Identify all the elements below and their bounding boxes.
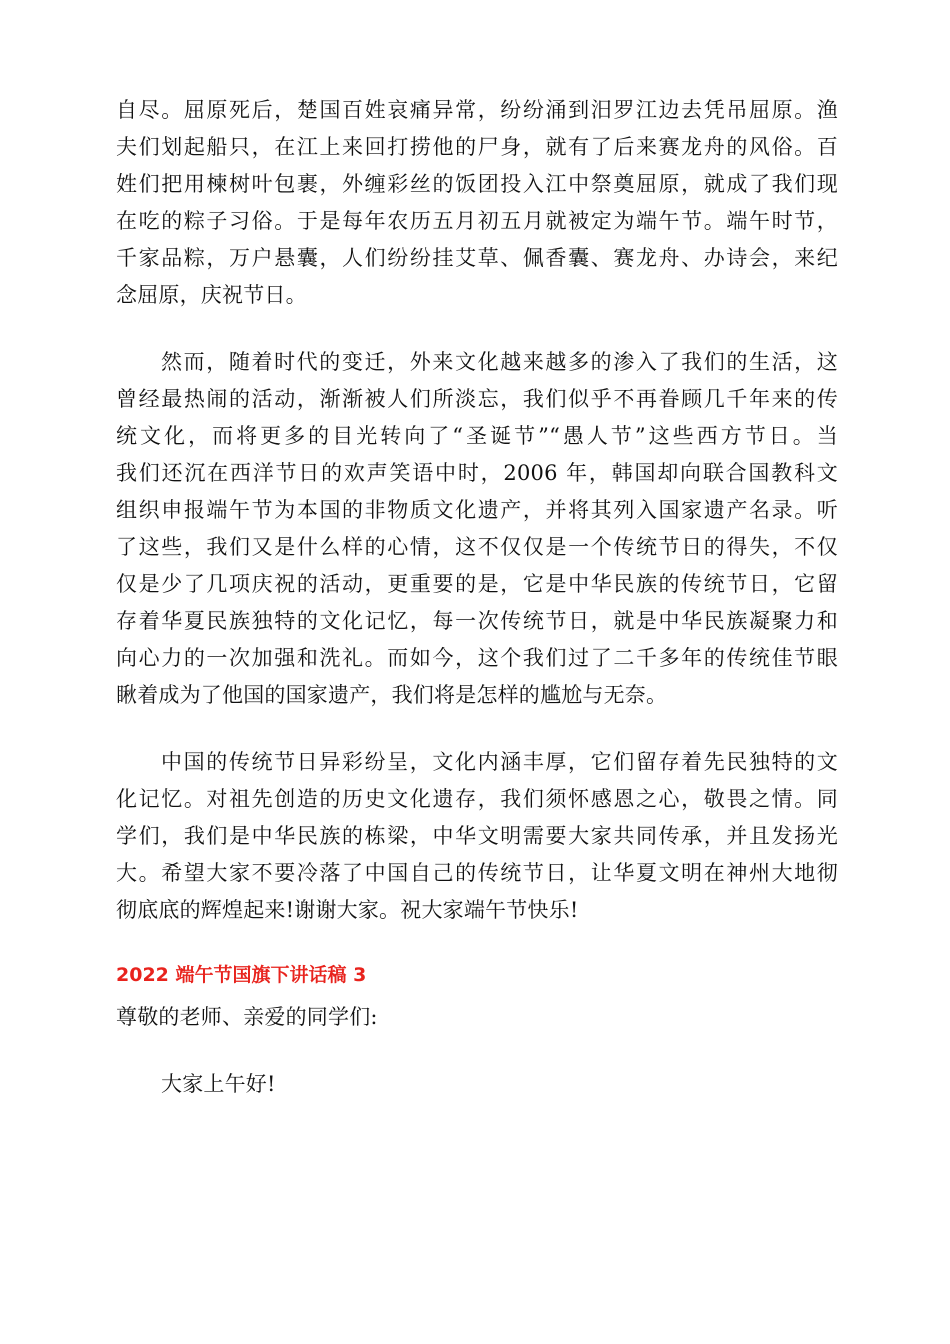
paragraph-1: [116, 92, 838, 314]
text-line: 组织申报端午节为本国的非物质文化遗产，并将其列入国家遗产名录。听: [116, 498, 838, 522]
text-line: 了这些，我们又是什么样的心情，这不仅仅是一个传统节日的得失，不仅: [116, 535, 838, 559]
text-line: 然而，随着时代的变迁，外来文化越来越多的渗入了我们的生活，这: [161, 350, 838, 374]
text-line: 我们还沉在西洋节日的欢声笑语中时，2006 年，韩国却向联合国教科文: [116, 461, 838, 485]
text-line: 千家品粽，万户悬囊，人们纷纷挂艾草、佩香囊、赛龙舟、办诗会，来纪: [116, 246, 838, 270]
text-line: 夫们划起船只，在江上来回打捞他的尸身，就有了后来赛龙舟的风俗。百: [116, 135, 838, 159]
document-body: [116, 92, 838, 1103]
paragraph-3: [116, 744, 838, 929]
text-line: 曾经最热闹的活动，渐渐被人们所淡忘，我们似乎不再眷顾几千年来的传: [116, 387, 838, 411]
text-line: 姓们把用楝树叶包裹，外缠彩丝的饭团投入江中祭奠屈原，就成了我们现: [116, 172, 838, 196]
text-line: 化记忆。对祖先创造的历史文化遗存，我们须怀感恩之心，敬畏之情。同: [116, 787, 838, 811]
paragraph-spacer: [116, 714, 838, 744]
text-line: 念屈原，庆祝节日。: [116, 283, 307, 307]
section-heading: 2022 端午节国旗下讲话稿 3: [116, 964, 367, 986]
text-line: 大。希望大家不要冷落了中国自己的传统节日，让华夏文明在神州大地彻: [116, 861, 838, 885]
text-line: 向心力的一次加强和洗礼。而如今，这个我们过了二千多年的传统佳节眼: [116, 646, 838, 670]
text-line: 中国的传统节日异彩纷呈，文化内涵丰厚，它们留存着先民独特的文: [161, 750, 838, 774]
text-line: 统文化，而将更多的目光转向了“圣诞节”“愚人节”这些西方节日。当: [116, 424, 838, 448]
text-line: 学们，我们是中华民族的栋梁，中华文明需要大家共同传承，并且发扬光: [116, 824, 838, 848]
text-line: 在吃的粽子习俗。于是每年农历五月初五月就被定为端午节。端午时节，: [116, 209, 838, 233]
text-line: 彻底底的辉煌起来!谢谢大家。祝大家端午节快乐!: [116, 898, 579, 922]
text-line: 自尽。屈原死后，楚国百姓哀痛异常，纷纷涌到汨罗江边去凭吊屈原。渔: [116, 98, 838, 122]
greeting-line: 大家上午好!: [161, 1072, 276, 1096]
salutation-line: 尊敬的老师、亲爱的同学们:: [116, 1005, 378, 1029]
text-line: 存着华夏民族独特的文化记忆，每一次传统节日，就是中华民族凝聚力和: [116, 609, 838, 633]
text-line: 瞅着成为了他国的国家遗产，我们将是怎样的尴尬与无奈。: [116, 683, 668, 707]
paragraph-spacer: [116, 314, 838, 344]
text-line: 仅是少了几项庆祝的活动，更重要的是，它是中华民族的传统节日，它留: [116, 572, 838, 596]
paragraph-spacer: [116, 1036, 838, 1066]
paragraph-2: [116, 344, 838, 714]
